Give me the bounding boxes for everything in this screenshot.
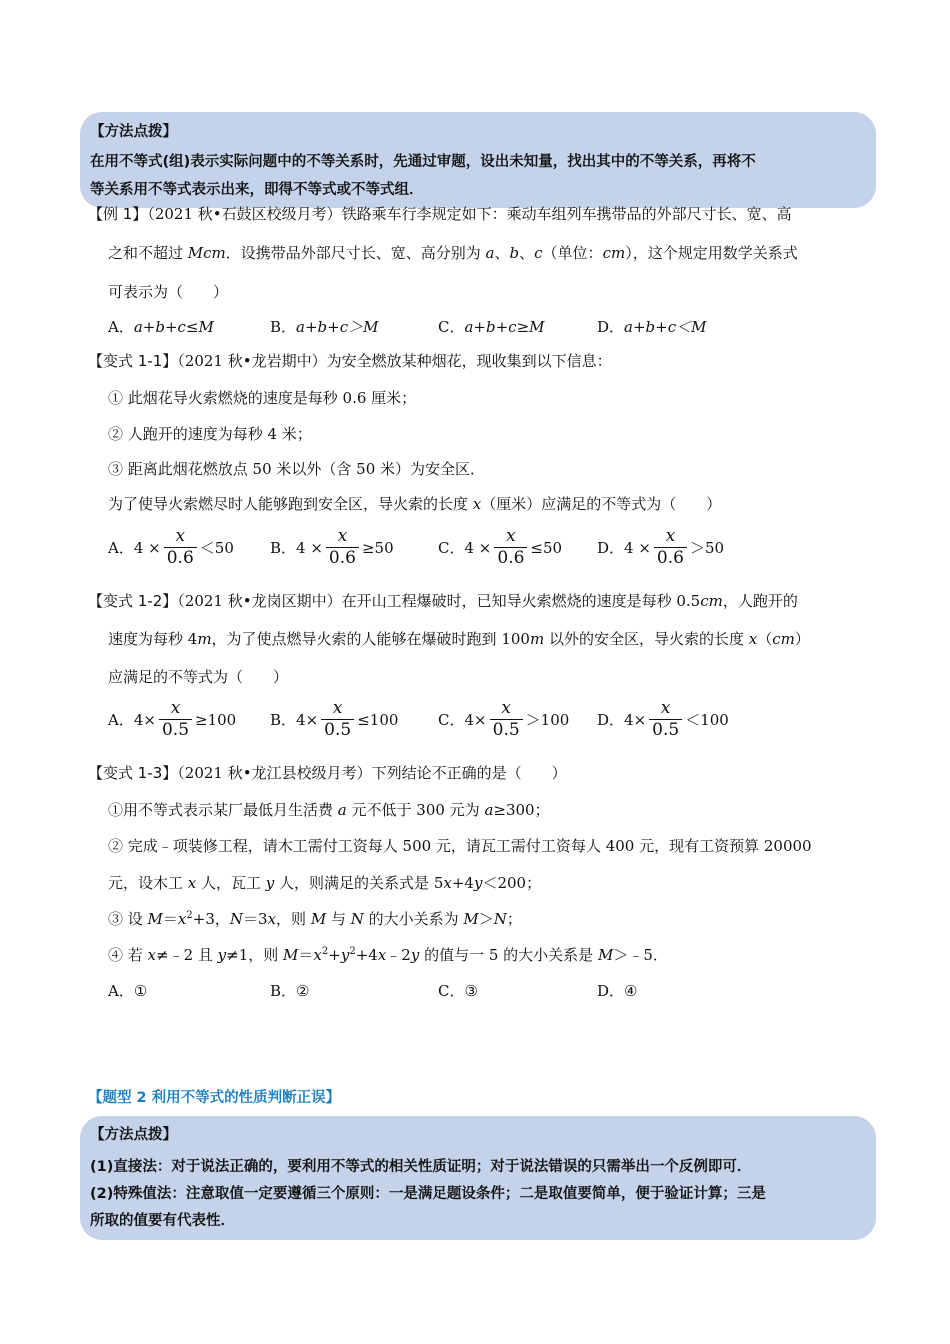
- method-tip-box-1: [80, 112, 876, 208]
- example-1-line-3: 可表示为（ ）: [108, 283, 229, 301]
- option-b[interactable]: B． a+b+c＞M: [270, 318, 379, 336]
- variant-1-2-line-2: 速度为每秒 4m，为了使点燃导火索的人能够在爆破时跑到 100m 以外的安全区，导火索的长度 x（cm）: [108, 630, 810, 648]
- example-text: （2021 秋•石鼓区校级月考）铁路乘车行李规定如下：乘动车组列车携带品的外部尺寸长、宽、高: [147, 205, 792, 223]
- fraction: $\frac{x}{0.6}$: [326, 528, 359, 567]
- fraction: $\frac{x}{0.6}$: [164, 528, 197, 567]
- option-d[interactable]: D． 4 × $\frac{x}{0.6}$ ＞50: [597, 526, 725, 568]
- method-tip-title: 【方法点拨】: [90, 124, 177, 140]
- option-c[interactable]: C． 4 × $\frac{x}{0.6}$ ≤50: [438, 526, 563, 568]
- option-a[interactable]: A． 4× $\frac{x}{0.5}$ ≥100: [108, 698, 237, 740]
- example-1-line-1: [88, 203, 792, 224]
- variant-1-1-item-3: ③ 距离此烟花燃放点 50 米以外（含 50 米）为安全区．: [108, 460, 486, 478]
- option-c[interactable]: C． a+b+c≥M: [438, 317, 545, 336]
- fraction: $\frac{x}{0.5}$: [490, 700, 523, 739]
- variant-tag: 【变式 1-2】: [88, 592, 178, 610]
- option-d[interactable]: D． a+b+c＜M: [597, 318, 707, 336]
- option-b[interactable]: B． 4 × $\frac{x}{0.6}$ ≥50: [270, 526, 394, 568]
- example-1-line-2: 之和不超过 Mcm．设携带品外部尺寸长、宽、高分别为 a、b、c（单位：cm），这个规定用数学关系式: [108, 244, 798, 262]
- method-tip-line: 在用不等式(组)表示实际问题中的不等关系时，先通过审题，设出未知量，找出其中的不等关系，再将不: [90, 154, 756, 170]
- option-b[interactable]: B． ②: [270, 981, 310, 1000]
- fraction: $\frac{x}{0.6}$: [654, 528, 687, 567]
- variant-tag: 【变式 1-3】: [88, 764, 178, 782]
- option-a[interactable]: A． 4 × $\frac{x}{0.6}$ ＜50: [108, 526, 234, 568]
- variant-1-3-item-1: ①用不等式表示某厂最低月生活费 a 元不低于 300 元为 a≥300；: [108, 801, 550, 819]
- variant-1-3-line-1: 【变式 1-3】（2021 秋•龙江县校级月考）下列结论不正确的是（ ）: [88, 764, 567, 782]
- method-tip-line: (2)特殊值法：注意取值一定要遵循三个原则：一是满足题设条件；二是取值要简单，便于验证计算；三是: [90, 1186, 766, 1202]
- fraction: $\frac{x}{0.5}$: [321, 700, 354, 739]
- option-b[interactable]: B． 4× $\frac{x}{0.5}$ ≤100: [270, 698, 399, 740]
- fraction: $\frac{x}{0.5}$: [159, 700, 192, 739]
- variant-1-3-item-2-line-2: 元，设木工 x 人，瓦工 y 人，则满足的关系式是 5x+4y＜200；: [108, 874, 542, 892]
- variant-1-2-line-3: 应满足的不等式为（ ）: [108, 668, 289, 686]
- variant-tag: 【变式 1-1】: [88, 352, 178, 370]
- fraction: $\frac{x}{0.6}$: [494, 528, 527, 567]
- method-tip-title: 【方法点拨】: [90, 1127, 177, 1143]
- section-heading: 【题型 2 利用不等式的性质判断正误】: [88, 1090, 341, 1106]
- method-tip-line: (1)直接法：对于说法正确的，要利用不等式的相关性质证明；对于说法错误的只需举出一个反例即可．: [90, 1159, 752, 1175]
- option-a[interactable]: A． a+b+c≤M: [108, 317, 214, 336]
- variant-1-1-line-1: 【变式 1-1】（2021 秋•龙岩期中）为安全燃放某种烟花，现收集到以下信息：: [88, 352, 612, 370]
- variant-1-3-item-4: ④ 若 x≠﹣2 且 y≠1，则 $M=x^2+y^2+4x﹣2y$ 的值与一 5 的大小关系是 M＞﹣5．: [108, 946, 668, 964]
- fraction: $\frac{x}{0.5}$: [649, 700, 682, 739]
- variant-1-3-item-3: ③ 设 $M=x^2+3$，N＝3x，则 M 与 N 的大小关系为 M＞N；: [108, 910, 522, 928]
- variant-1-1-item-1: ① 此烟花导火索燃烧的速度是每秒 0.6 厘米；: [108, 389, 417, 407]
- option-a[interactable]: A． ①: [108, 981, 148, 1000]
- method-tip-line: 所取的值要有代表性．: [90, 1213, 235, 1229]
- option-d[interactable]: D． ④: [597, 981, 638, 1000]
- variant-1-1-item-2: ② 人跑开的速度为每秒 4 米；: [108, 425, 312, 443]
- variant-1-3-item-2-line-1: ② 完成﹣项装修工程，请木工需付工资每人 500 元，请瓦工需付工资每人 400 元，现有工资预算 20000: [108, 837, 812, 855]
- method-tip-box-2: [80, 1116, 876, 1240]
- option-c[interactable]: C． 4× $\frac{x}{0.5}$ ＞100: [438, 698, 570, 740]
- option-c[interactable]: C． ③: [438, 981, 478, 1000]
- method-tip-line: 等关系用不等式表示出来，即得不等式或不等式组．: [90, 182, 424, 198]
- option-d[interactable]: D． 4× $\frac{x}{0.5}$ ＜100: [597, 698, 729, 740]
- variant-1-1-question: 为了使导火索燃尽时人能够跑到安全区，导火索的长度 x（厘米）应满足的不等式为（ ）: [108, 495, 722, 513]
- example-tag: 【例 1】: [88, 205, 148, 223]
- variant-1-2-line-1: 【变式 1-2】（2021 秋•龙岗区期中）在开山工程爆破时，已知导火索燃烧的速度是每秒 0.5cm，人跑开的: [88, 592, 798, 610]
